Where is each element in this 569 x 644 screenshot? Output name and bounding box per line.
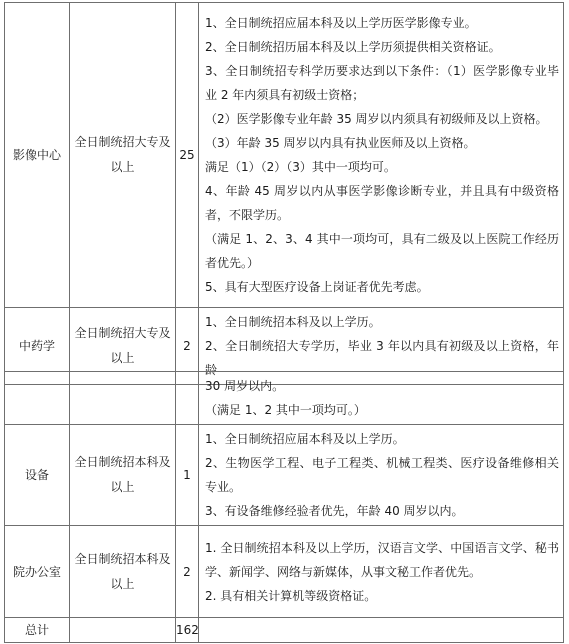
- headcount-cell: 2: [176, 526, 199, 618]
- department-cell: 中药学: [5, 308, 70, 385]
- requirement-line: 1. 全日制统招本科及以上学历，汉语言文学、中国语言文学、秘书学、新闻学、网络与新媒体，从事文秘工作者优先。: [205, 540, 559, 579]
- table-row: [5, 526, 564, 618]
- total-req-cell: [199, 618, 564, 643]
- education-requirement-cell: 全日制统招本科及以上: [70, 425, 176, 526]
- requirements-cell: [199, 526, 564, 618]
- requirement-line: （3）年龄 35 周岁以内具有执业医师及以上资格。: [205, 136, 476, 150]
- total-count: 162: [176, 618, 199, 643]
- recruitment-table-part-1: [4, 2, 564, 385]
- requirements-cell: [199, 372, 564, 425]
- requirement-line: 1、全日制统招应届本科及以上学历。: [205, 432, 405, 446]
- requirement-line: 30 周岁以内。: [205, 379, 285, 393]
- requirement-line: 满足（1）（2）（3）其中一项均可。: [205, 160, 396, 174]
- headcount-cell: [176, 372, 199, 425]
- table-row: [5, 3, 564, 308]
- recruitment-table-part-2: [4, 371, 564, 643]
- requirement-line: （满足 1、2、3、4 其中一项均可，具有二级及以上医院工作经历者优先。）: [205, 232, 559, 270]
- requirement-line: 1、全日制统招本科及以上学历。: [205, 315, 381, 329]
- education-requirement-cell: [70, 372, 176, 425]
- total-label: 总计: [5, 618, 70, 643]
- department-cell: 设备: [5, 425, 70, 526]
- requirements-cell: [199, 425, 564, 526]
- requirements-cell: [199, 3, 564, 308]
- requirement-line: （2）医学影像专业年龄 35 周岁以内须具有初级师及以上资格。: [205, 112, 548, 126]
- education-requirement-cell: 全日制统招本科及以上: [70, 526, 176, 618]
- requirement-line: 3、有设备维修经验者优先，年龄 40 周岁以内。: [205, 504, 464, 518]
- headcount-cell: 25: [176, 3, 199, 308]
- requirement-line: 1、全日制统招应届本科及以上学历医学影像专业。: [205, 16, 477, 30]
- education-requirement-cell: 全日制统招大专及以上: [70, 3, 176, 308]
- requirement-line: （满足 1、2 其中一项均可。）: [205, 403, 366, 417]
- total-row: [5, 618, 564, 643]
- department-cell: 院办公室: [5, 526, 70, 618]
- requirement-line: 2、生物医学工程、电子工程类、机械工程类、医疗设备维修相关专业。: [205, 456, 559, 494]
- table-row: [5, 425, 564, 526]
- requirement-line: 2、全日制统招历届本科及以上学历须提供相关资格证。: [205, 40, 501, 54]
- requirement-line: 5、具有大型医疗设备上岗证者优先考虑。: [205, 280, 429, 294]
- headcount-cell: 1: [176, 425, 199, 526]
- total-edu-cell: [70, 618, 176, 643]
- department-cell: 影像中心: [5, 3, 70, 308]
- requirement-line: 2、全日制统招大专学历，毕业 3 年以内具有初级及以上资格，年龄: [205, 339, 559, 377]
- education-requirement-cell: 全日制统招大专及以上: [70, 308, 176, 385]
- requirement-line: 2. 具有相关计算机等级资格证。: [205, 588, 377, 603]
- requirement-line: 3、全日制统招专科学历要求达到以下条件：（1）医学影像专业毕业 2 年内须具有初级士资格；: [205, 64, 559, 102]
- table-row: [5, 372, 564, 425]
- requirement-line: 4、年龄 45 周岁以内从事医学影像诊断专业，并且具有中级资格者，不限学历。: [205, 184, 559, 222]
- headcount-cell: 2: [176, 308, 199, 385]
- department-cell: [5, 372, 70, 425]
